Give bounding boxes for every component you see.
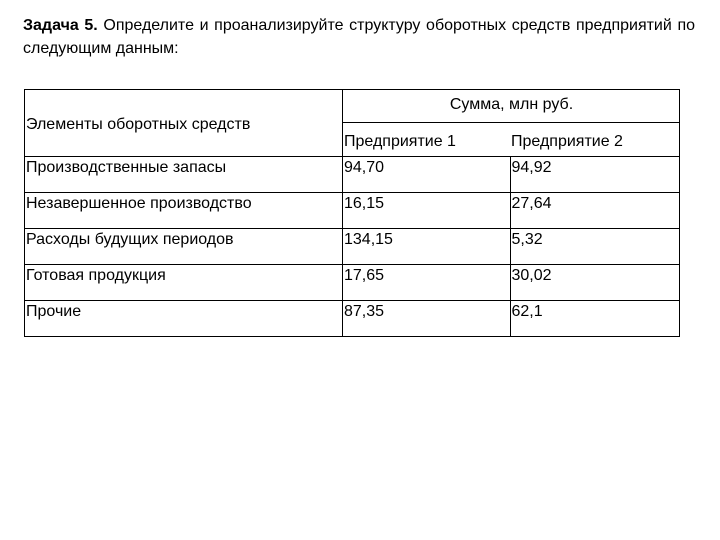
enterprise-1-value: 87,35	[343, 301, 511, 337]
elements-header: Элементы оборотных средств	[26, 116, 251, 133]
enterprise-2-value: 5,32	[510, 229, 680, 265]
row-label: Прочие	[25, 301, 343, 337]
row-label: Расходы будущих периодов	[25, 229, 343, 265]
enterprise-2-value: 27,64	[510, 193, 680, 229]
enterprise-2-value: 62,1	[510, 301, 680, 337]
task-text: Определите и проанализируйте структуру оборотных средств предприятий по следующим данным:	[23, 17, 695, 57]
table-row	[25, 157, 680, 193]
enterprise-2-value: 30,02	[510, 265, 680, 301]
enterprise-2-header: Предприятие 2	[510, 123, 680, 157]
sum-header: Сумма, млн руб.	[343, 90, 680, 123]
enterprise-1-value: 17,65	[343, 265, 511, 301]
task-label: Задача 5.	[23, 17, 98, 34]
row-label: Незавершенное производство	[25, 193, 343, 229]
elements-header-cell	[25, 90, 343, 157]
enterprise-2-value: 94,92	[510, 157, 680, 193]
enterprise-1-value: 134,15	[343, 229, 511, 265]
enterprise-1-header: Предприятие 1	[343, 123, 511, 157]
row-label: Готовая продукция	[25, 265, 343, 301]
table-row	[25, 265, 680, 301]
current-assets-table	[24, 89, 680, 337]
table-row	[25, 193, 680, 229]
table-row	[25, 229, 680, 265]
enterprise-1-value: 16,15	[343, 193, 511, 229]
row-label: Производственные запасы	[25, 157, 343, 193]
enterprise-1-value: 94,70	[343, 157, 511, 193]
table-row	[25, 301, 680, 337]
task-statement	[23, 14, 695, 60]
